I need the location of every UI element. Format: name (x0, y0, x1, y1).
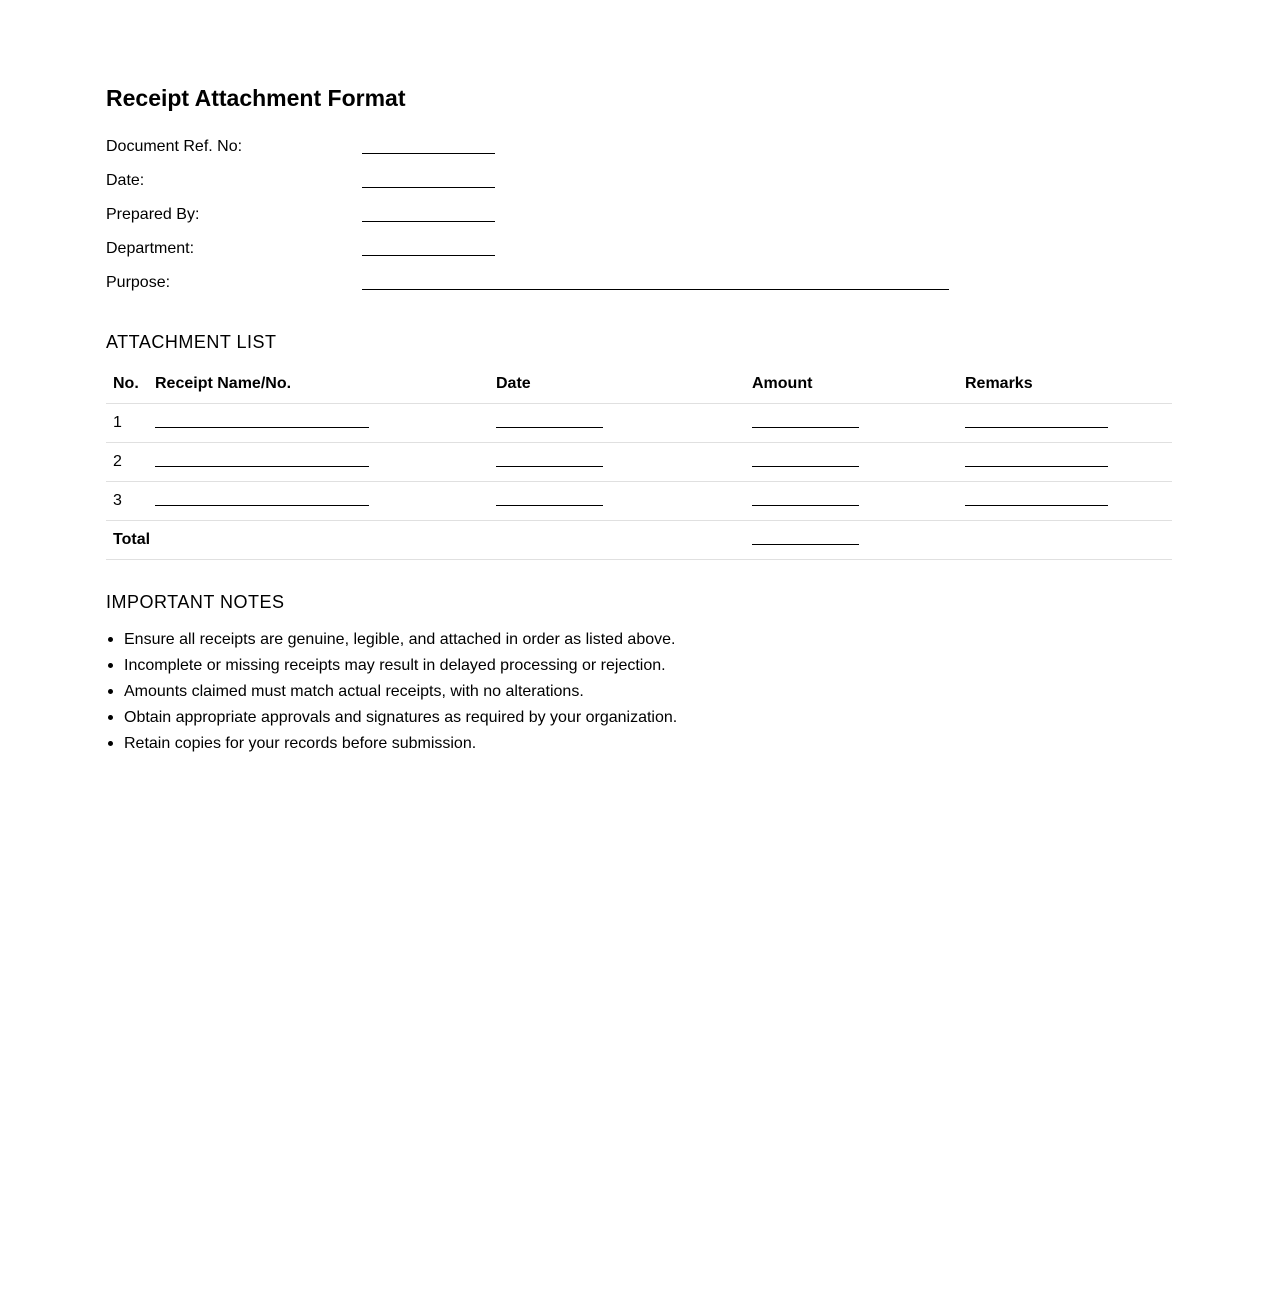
total-row (106, 521, 1172, 560)
important-notes-list (106, 627, 677, 757)
list-item (106, 705, 677, 731)
table-row (106, 443, 1172, 482)
field-label-prepared-by: Prepared By: (106, 206, 200, 223)
remarks-blank[interactable] (965, 427, 1108, 428)
amount-cell[interactable] (752, 443, 965, 482)
empty-cell (496, 521, 752, 560)
receipt-name-blank[interactable] (155, 466, 369, 467)
receipt-name-blank[interactable] (155, 427, 369, 428)
date-blank[interactable] (496, 427, 603, 428)
field-label-department: Department: (106, 240, 195, 257)
column-header-receipt-name: Receipt Name/No. (155, 364, 496, 404)
important-notes-heading: IMPORTANT NOTES (106, 592, 285, 612)
purpose-blank[interactable] (362, 289, 949, 290)
remarks-blank[interactable] (965, 505, 1108, 506)
date-blank[interactable] (496, 466, 603, 467)
empty-cell (155, 521, 496, 560)
list-item (106, 679, 677, 705)
amount-blank[interactable] (752, 427, 859, 428)
date-cell[interactable] (496, 404, 752, 443)
note-text: Amounts claimed must match actual receipts, with no alterations. (124, 683, 584, 700)
date-cell[interactable] (496, 443, 752, 482)
bullet-icon (108, 637, 113, 642)
date-blank[interactable] (496, 505, 603, 506)
department-blank[interactable] (362, 255, 495, 256)
row-number: 1 (106, 404, 155, 443)
remarks-cell[interactable] (965, 482, 1172, 521)
field-label-date: Date: (106, 172, 145, 189)
note-text: Ensure all receipts are genuine, legible, and attached in order as listed above. (124, 631, 676, 648)
remarks-blank[interactable] (965, 466, 1108, 467)
total-amount-blank[interactable] (752, 544, 859, 545)
amount-blank[interactable] (752, 505, 859, 506)
row-number: 2 (106, 443, 155, 482)
receipt-name-cell[interactable] (155, 482, 496, 521)
field-label-document-ref: Document Ref. No: (106, 138, 243, 155)
attachment-table (106, 364, 1172, 560)
note-text: Obtain appropriate approvals and signatures as required by your organization. (124, 709, 678, 726)
table-row (106, 404, 1172, 443)
prepared-by-blank[interactable] (362, 221, 495, 222)
receipt-name-blank[interactable] (155, 505, 369, 506)
attachment-list-heading: ATTACHMENT LIST (106, 332, 277, 352)
receipt-name-cell[interactable] (155, 443, 496, 482)
column-header-no: No. (106, 364, 155, 404)
remarks-cell[interactable] (965, 443, 1172, 482)
amount-cell[interactable] (752, 404, 965, 443)
date-cell[interactable] (496, 482, 752, 521)
list-item (106, 653, 677, 679)
bullet-icon (108, 663, 113, 668)
document-title: Receipt Attachment Format (106, 85, 406, 111)
column-header-date: Date (496, 364, 752, 404)
bullet-icon (108, 689, 113, 694)
bullet-icon (108, 741, 113, 746)
list-item (106, 731, 677, 757)
remarks-cell[interactable] (965, 404, 1172, 443)
empty-cell (965, 521, 1172, 560)
total-label: Total (106, 521, 155, 560)
table-row (106, 482, 1172, 521)
column-header-remarks: Remarks (965, 364, 1172, 404)
field-label-purpose: Purpose: (106, 274, 171, 291)
list-item (106, 627, 677, 653)
amount-cell[interactable] (752, 482, 965, 521)
note-text: Retain copies for your records before submission. (124, 735, 477, 752)
column-header-amount: Amount (752, 364, 965, 404)
total-amount-cell[interactable] (752, 521, 965, 560)
note-text: Incomplete or missing receipts may result in delayed processing or rejection. (124, 657, 666, 674)
row-number: 3 (106, 482, 155, 521)
table-header-row (106, 364, 1172, 404)
date-blank[interactable] (362, 187, 495, 188)
document-ref-blank[interactable] (362, 153, 495, 154)
amount-blank[interactable] (752, 466, 859, 467)
receipt-name-cell[interactable] (155, 404, 496, 443)
bullet-icon (108, 715, 113, 720)
